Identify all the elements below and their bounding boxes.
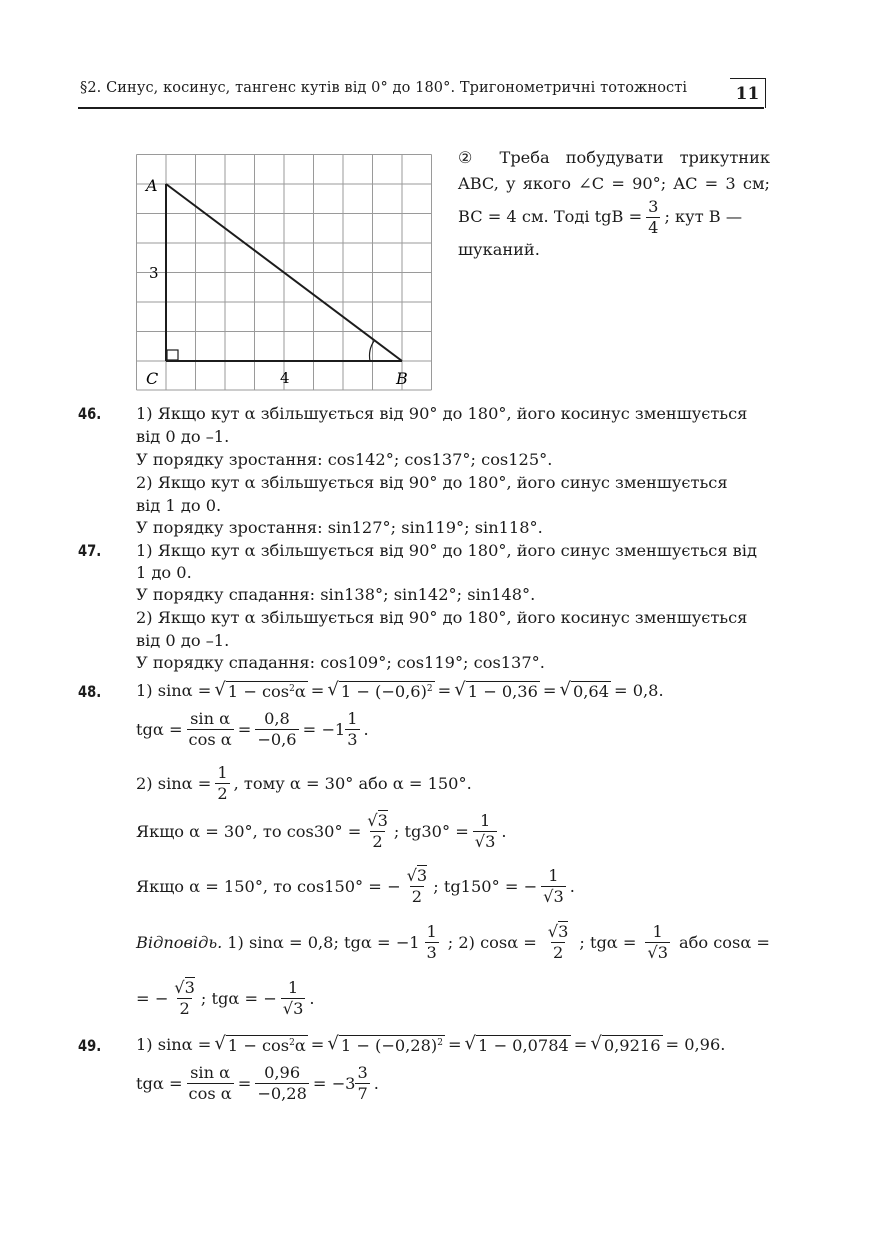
- p47-line-5: від 0 до –1.: [136, 631, 230, 650]
- label-4: 4: [280, 369, 290, 387]
- p48-sin-line: 1) sinα = √ $1 - \cos^2\alpha$ = √ $1 - (-0,6)^2$ = √ 1 − 0,36 = √ 0,64 = 0,8.: [136, 679, 664, 701]
- page-number: 11: [730, 78, 766, 108]
- p49-tg-line: tgα = $\frac{\text{sin α}}{\text{cos α}}$ = $\frac{0,96}{-0,28}$ = −3 3 7 .: [136, 1063, 379, 1103]
- header-rule: [78, 107, 764, 109]
- intro-line-3: BC = 4 см. Тоді tgB = $\frac{3}{4}$ ; кут B —: [458, 196, 743, 237]
- p46-line-5: від 1 до 0.: [136, 496, 222, 515]
- p46-line-3: У порядку зростання: cos142°; cos137°; cos125°.: [136, 450, 553, 469]
- right-angle-mark: [167, 350, 178, 360]
- p47-line-1: 1) Якщо кут α збільшується від 90° до 180°, його синус зменшується від: [136, 541, 757, 560]
- label-b: B: [396, 369, 408, 388]
- label-a: A: [146, 176, 158, 195]
- p46-line-6: У порядку зростання: sin127°; sin119°; sin118°.: [136, 518, 543, 537]
- p48-alpha30-line: Якщо α = 30°, то cos30° = $\frac{√3}{2}$ ; tg30° = $\frac{1}{√3}$ .: [136, 811, 507, 851]
- problem-46-number: 46.: [78, 404, 102, 423]
- label-c: C: [146, 369, 159, 388]
- p49-sin-line: 1) sinα = √ $1 - \cos^2\alpha$ = √ $1 - (-0,28)^2$ = √ 1 − 0,0784 = √ 0,9216 = 0,96.: [136, 1033, 726, 1055]
- angle-b-arc: [370, 341, 375, 361]
- p46-line-1: 1) Якщо кут α збільшується від 90° до 180°, його косинус зменшується: [136, 404, 748, 423]
- p47-line-2: 1 до 0.: [136, 563, 192, 582]
- p47-line-3: У порядку спадання: sin138°; sin142°; sin148°.: [136, 585, 536, 604]
- answer-label: Відповідь.: [136, 932, 223, 952]
- p46-line-4: 2) Якщо кут α збільшується від 90° до 180°, його синус зменшується: [136, 473, 728, 492]
- label-3: 3: [149, 264, 159, 282]
- triangle-grid-figure: [136, 154, 436, 394]
- intro-line-4: шуканий.: [458, 240, 540, 259]
- p46-line-2: від 0 до –1.: [136, 427, 230, 446]
- p48-answer-line: Відповідь. 1) sinα = 0,8; tgα = −1 1 3 ; 2) cosα = $\frac{√3}{2}$ ; tgα = $\frac{1}{√3}$ або cosα =: [136, 922, 770, 962]
- problem-48-number: 48.: [78, 682, 102, 701]
- intro-paragraph: [458, 145, 770, 263]
- problem-49-number: 49.: [78, 1036, 102, 1055]
- running-header: §2. Синус, косинус, тангенс кутів від 0° до 180°. Тригонометричні тотожності: [80, 80, 688, 96]
- intro-line-1: ② Треба побудувати трикутник: [458, 148, 770, 167]
- problem-47-number: 47.: [78, 541, 102, 560]
- p48-tg-line: tgα = $\frac{\text{sin α}}{\text{cos α}}$ = $\frac{0,8}{-0,6}$ = −1 1 3 .: [136, 709, 369, 749]
- p47-line-4: 2) Якщо кут α збільшується від 90° до 180°, його косинус зменшується: [136, 608, 748, 627]
- intro-line-2: ABC, у якого ∠C = 90°; AC = 3 см;: [458, 174, 770, 193]
- p47-line-6: У порядку спадання: cos109°; cos119°; cos137°.: [136, 653, 545, 672]
- p48-answer-line-2: = − $\frac{√3}{2}$ ; tgα = − $\frac{1}{√3}$ .: [136, 978, 315, 1018]
- p48-alpha150-line: Якщо α = 150°, то cos150° = − $\frac{√3}{2}$ ; tg150° = − $\frac{1}{√3}$ .: [136, 866, 575, 906]
- p48-part2-line: 2) sinα = $\frac{1}{2}$ , тому α = 30° або α = 150°.: [136, 763, 472, 803]
